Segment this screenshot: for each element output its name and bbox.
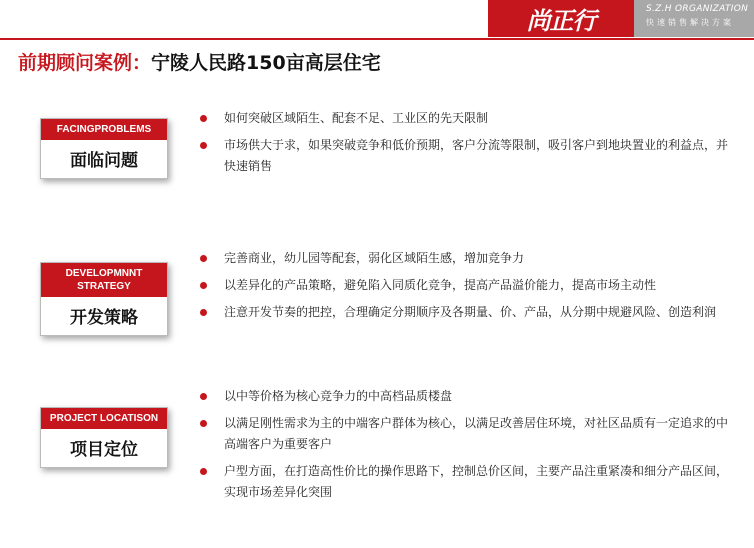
bullet-dot-icon xyxy=(200,255,207,262)
section-label-en: PROJECT LOCATISON xyxy=(41,408,167,429)
org-block xyxy=(634,0,754,37)
bullet-dot-icon xyxy=(200,142,207,149)
list-item xyxy=(198,413,728,455)
bullet-list xyxy=(198,248,728,329)
title-prefix: 前期顾问案例 xyxy=(18,52,133,74)
section-label-cn: 项目定位 xyxy=(70,440,138,460)
header-divider xyxy=(0,38,754,40)
bullet-list xyxy=(198,386,728,509)
section-label-box xyxy=(40,118,168,179)
bullet-dot-icon xyxy=(200,115,207,122)
title-main: 宁陵人民路150亩高层住宅 xyxy=(151,52,381,74)
section-label-cn: 开发策略 xyxy=(70,308,138,328)
list-item xyxy=(198,108,728,129)
bullet-dot-icon xyxy=(200,468,207,475)
list-item xyxy=(198,461,728,503)
brand-header xyxy=(488,0,754,37)
list-item xyxy=(198,302,728,323)
bullet-text: 以满足刚性需求为主的中端客户群体为核心，以满足改善居住环境，对社区品质有一定追求的中高端客户为重要客户 xyxy=(224,416,729,451)
org-tagline: 快速销售解决方案 xyxy=(646,18,734,27)
list-item xyxy=(198,248,728,269)
section-label-en: FACINGPROBLEMS xyxy=(41,119,167,140)
bullet-text: 如何突破区域陌生、配套不足、工业区的先天限制 xyxy=(224,111,489,125)
bullet-list xyxy=(198,108,728,183)
bullet-text: 以中等价格为核心竞争力的中高档品质楼盘 xyxy=(224,389,453,403)
bullet-dot-icon xyxy=(200,282,207,289)
section-label-cn: 面临问题 xyxy=(70,151,138,171)
section-label-box xyxy=(40,262,168,336)
bullet-text: 市场供大于求，如果突破竞争和低价预期，客户分流等限制，吸引客户到地块置业的利益点，并快速销售 xyxy=(224,138,729,173)
page-title xyxy=(18,48,381,75)
bullet-text: 注意开发节奏的把控，合理确定分期顺序及各期量、价、产品，从分期中规避风险、创造利润 xyxy=(224,305,717,319)
bullet-dot-icon xyxy=(200,420,207,427)
section-label-box xyxy=(40,407,168,468)
bullet-dot-icon xyxy=(200,309,207,316)
bullet-dot-icon xyxy=(200,393,207,400)
section-label-en: DEVELOPMNNT STRATEGY xyxy=(41,263,167,297)
list-item xyxy=(198,386,728,407)
bullet-text: 完善商业，幼儿园等配套，弱化区域陌生感，增加竞争力 xyxy=(224,251,525,265)
brand-logo: 尚正行 xyxy=(488,0,634,37)
bullet-text: 户型方面，在打造高性价比的操作思路下，控制总价区间，主要产品注重紧凑和细分产品区间，实现市场差异化突围 xyxy=(224,464,729,499)
bullet-text: 以差异化的产品策略，避免陷入同质化竞争，提高产品溢价能力，提高市场主动性 xyxy=(224,278,657,292)
title-separator: ： xyxy=(132,52,152,74)
list-item xyxy=(198,275,728,296)
org-name: S.Z.H ORGANIZATION xyxy=(646,4,749,14)
list-item xyxy=(198,135,728,177)
